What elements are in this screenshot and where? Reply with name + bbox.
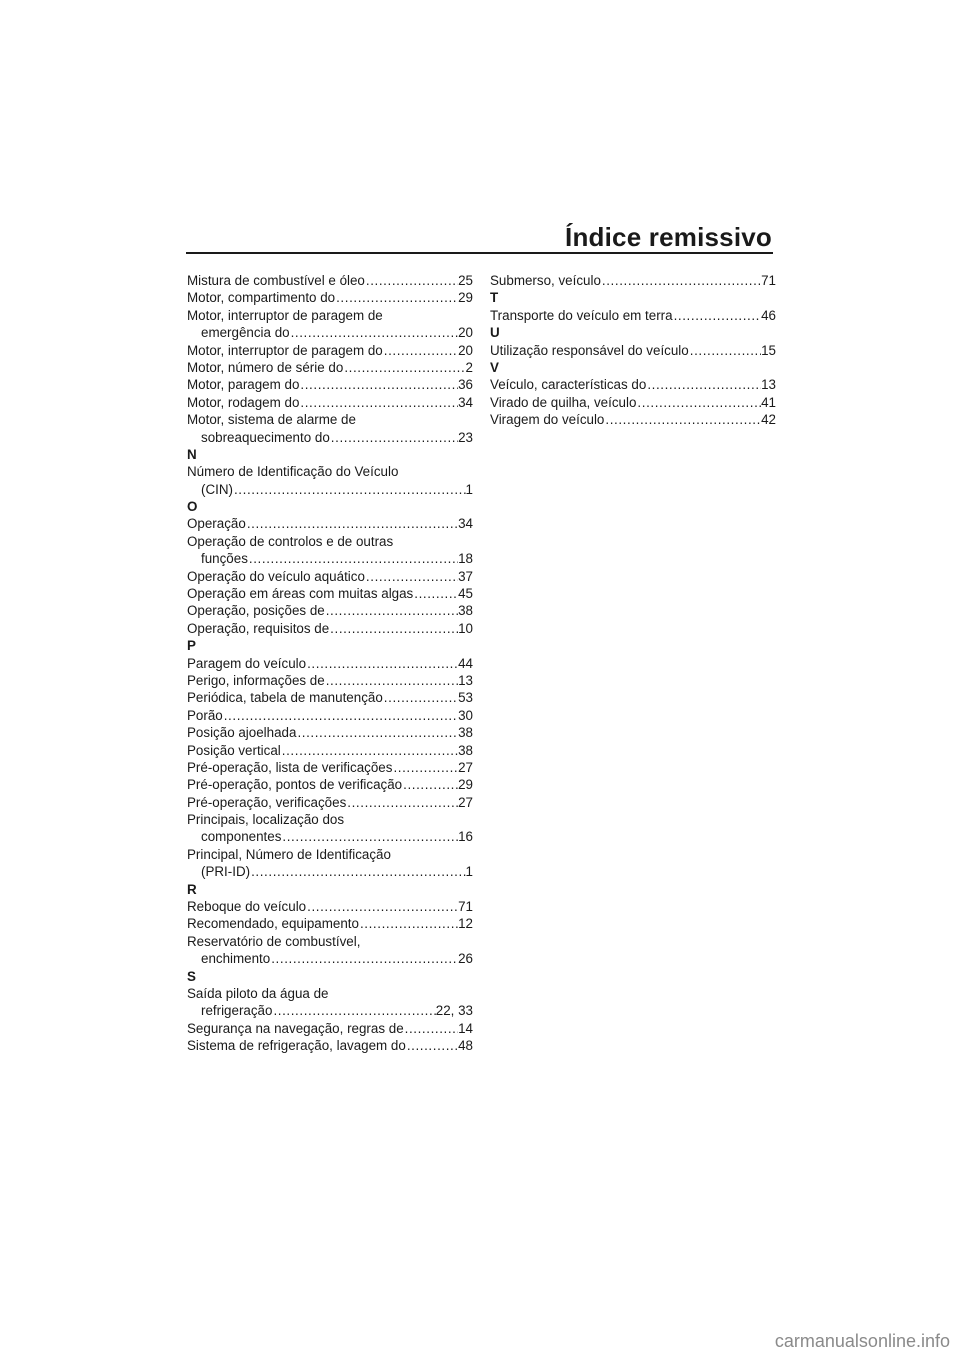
index-entry-line: Motor, sistema de alarme de: [187, 412, 356, 428]
dot-leader: [404, 1020, 458, 1037]
index-entry-text: Mistura de combustível e óleo: [187, 272, 365, 288]
index-entry-page: 34: [458, 516, 473, 532]
index-entry-text: Operação: [187, 516, 246, 532]
dot-leader: [329, 620, 458, 637]
dot-leader: [290, 324, 459, 341]
index-entry: [187, 672, 473, 689]
index-entry-text: (PRI-ID): [201, 864, 251, 880]
index-entry-text: Transporte do veículo em terra: [490, 307, 673, 323]
index-entry: [187, 1020, 473, 1037]
index-section-letter: T: [490, 290, 499, 306]
index-entry-text: Pré-operação, verificações: [187, 794, 347, 810]
index-entry-page: 36: [458, 377, 473, 393]
index-entry-page: 22, 33: [435, 1003, 473, 1019]
dot-leader: [272, 1002, 435, 1019]
dot-leader: [346, 794, 458, 811]
index-entry-page: 34: [458, 394, 473, 410]
dot-leader: [299, 394, 458, 411]
dot-leader: [299, 376, 458, 393]
index-entry-text: Operação em áreas com muitas algas: [187, 586, 414, 602]
index-entry-page: 23: [458, 429, 473, 445]
dot-leader: [223, 707, 458, 724]
index-entry-page: 27: [458, 794, 473, 810]
index-entry-text: Motor, compartimento do: [187, 290, 336, 306]
index-entry-page: 10: [458, 620, 473, 636]
index-entry-line: Principais, localização dos: [187, 812, 345, 828]
dot-leader: [689, 342, 761, 359]
index-section-letter: R: [187, 881, 197, 897]
index-entry-line: Reservatório de combustível,: [187, 933, 361, 949]
index-entry-text: Operação do veículo aquático: [187, 568, 365, 584]
index-entry-text: enchimento: [201, 951, 271, 967]
index-entry-text: Utilização responsável do veículo: [490, 342, 689, 358]
index-entry-text: Porão: [187, 707, 223, 723]
index-entry: [187, 1002, 473, 1019]
index-entry-text: Perigo, informações de: [187, 672, 325, 688]
index-entry: [187, 707, 473, 724]
index-entry: [490, 342, 776, 359]
index-entry-text: Pré-operação, pontos de verificação: [187, 777, 403, 793]
dot-leader: [296, 724, 458, 741]
index-entry-text: Submerso, veículo: [490, 272, 601, 288]
index-entry-page: 1: [465, 864, 473, 880]
index-entry-page: 13: [458, 672, 473, 688]
index-entry-page: 42: [761, 412, 776, 428]
index-entry-text: Operação, requisitos de: [187, 620, 330, 636]
index-entry: [187, 898, 473, 915]
index-entry: [187, 429, 473, 446]
index-entry-page: 13: [761, 377, 776, 393]
index-entry-text: Recomendado, equipamento: [187, 916, 359, 932]
dot-leader: [248, 550, 458, 567]
dot-leader: [281, 829, 458, 846]
index-entry-text: refrigeração: [201, 1003, 273, 1019]
index-entry-page: 46: [761, 307, 776, 323]
index-entry-page: 30: [458, 707, 473, 723]
index-entry-line: Principal, Número de Identificação: [187, 846, 391, 862]
index-section-letter: S: [187, 968, 196, 984]
index-entry-page: 18: [458, 551, 473, 567]
index-entry: [187, 759, 473, 776]
index-entry: [490, 394, 776, 411]
index-entry-page: 44: [458, 655, 473, 671]
index-entry-page: 27: [458, 759, 473, 775]
index-entry-page: 20: [458, 325, 473, 341]
index-entry: [187, 829, 473, 846]
dot-leader: [281, 742, 458, 759]
dot-leader: [246, 515, 458, 532]
index-section-letter: U: [490, 325, 500, 341]
index-entry-page: 45: [458, 586, 473, 602]
dot-leader: [330, 429, 458, 446]
index-entry-text: sobreaquecimento do: [201, 429, 330, 445]
dot-leader: [325, 602, 458, 619]
dot-leader: [646, 376, 761, 393]
index-entry-page: 29: [458, 290, 473, 306]
index-entry-page: 15: [761, 342, 776, 358]
index-entry-text: Sistema de refrigeração, lavagem do: [187, 1038, 406, 1054]
index-entry-page: 38: [458, 603, 473, 619]
index-entry: [187, 359, 473, 376]
index-section-letter: N: [187, 446, 197, 462]
index-entry-text: Paragem do veículo: [187, 655, 307, 671]
dot-leader: [270, 950, 458, 967]
index-entry-line: Número de Identificação do Veículo: [187, 464, 399, 480]
dot-leader: [604, 411, 761, 428]
index-entry-text: Motor, rodagem do: [187, 394, 300, 410]
dot-leader: [306, 898, 458, 915]
index-entry-page: 38: [458, 742, 473, 758]
index-entry: [187, 794, 473, 811]
index-entry: [187, 376, 473, 393]
index-entry: [187, 550, 473, 567]
index-entry: [187, 724, 473, 741]
index-entry-page: 26: [458, 951, 473, 967]
index-entry-page: 48: [458, 1038, 473, 1054]
index-entry: [187, 620, 473, 637]
index-entry-text: funções: [201, 551, 248, 567]
dot-leader: [402, 776, 458, 793]
watermark: carmanualsonline.info: [774, 1331, 950, 1351]
index-entry-line: Operação de controlos e de outras: [187, 533, 394, 549]
dot-leader: [359, 915, 458, 932]
index-entry: [187, 689, 473, 706]
index-entry-page: 2: [465, 359, 473, 375]
index-entry: [187, 568, 473, 585]
dot-leader: [673, 307, 762, 324]
index-entry-text: Veículo, características do: [490, 377, 647, 393]
dot-leader: [383, 689, 458, 706]
index-entry: [490, 411, 776, 428]
index-entry-text: Motor, interruptor de paragem do: [187, 342, 383, 358]
dot-leader: [233, 481, 466, 498]
index-entry-text: componentes: [201, 829, 282, 845]
index-entry-text: (CIN): [201, 481, 233, 497]
index-entry: [187, 915, 473, 932]
index-section-letter: O: [187, 499, 198, 515]
index-entry: [187, 1037, 473, 1054]
dot-leader: [413, 585, 458, 602]
index-entry-text: Segurança na navegação, regras de: [187, 1020, 404, 1036]
index-entry-page: 53: [458, 690, 473, 706]
dot-leader: [335, 289, 458, 306]
title-divider: [186, 252, 773, 254]
index-entry-page: 20: [458, 342, 473, 358]
index-section-letter: V: [490, 359, 499, 375]
index-entry: [187, 342, 473, 359]
index-entry-page: 71: [458, 899, 473, 915]
index-entry-page: 25: [458, 272, 473, 288]
index-entry-text: Motor, número de série do: [187, 359, 344, 375]
index-column-right: [490, 272, 776, 429]
index-entry-text: Motor, paragem do: [187, 377, 300, 393]
index-entry-text: Reboque do veículo: [187, 899, 307, 915]
index-section-letter: P: [187, 638, 196, 654]
dot-leader: [601, 272, 761, 289]
index-entry: [187, 655, 473, 672]
index-entry: [187, 272, 473, 289]
index-entry-page: 71: [761, 272, 776, 288]
index-entry: [187, 602, 473, 619]
index-entry-page: 1: [465, 481, 473, 497]
index-entry-page: 16: [458, 829, 473, 845]
index-entry: [490, 307, 776, 324]
index-entry: [490, 272, 776, 289]
dot-leader: [392, 759, 458, 776]
index-column-left: [187, 272, 473, 1055]
index-entry-text: Posição vertical: [187, 742, 281, 758]
index-entry-page: 29: [458, 777, 473, 793]
index-entry-text: Virado de quilha, veículo: [490, 394, 637, 410]
dot-leader: [365, 568, 458, 585]
dot-leader: [383, 342, 458, 359]
index-entry: [187, 394, 473, 411]
index-entry-page: 12: [458, 916, 473, 932]
index-entry: [187, 742, 473, 759]
dot-leader: [306, 655, 458, 672]
index-entry-text: Posição ajoelhada: [187, 725, 297, 741]
index-entry-text: Pré-operação, lista de verificações: [187, 759, 393, 775]
dot-leader: [250, 863, 465, 880]
index-entry: [187, 289, 473, 306]
dot-leader: [365, 272, 458, 289]
dot-leader: [636, 394, 761, 411]
index-entry: [187, 776, 473, 793]
index-entry-text: emergência do: [201, 325, 290, 341]
dot-leader: [343, 359, 465, 376]
index-entry-line: Saída piloto da água de: [187, 986, 329, 1002]
index-entry: [187, 324, 473, 341]
dot-leader: [406, 1037, 458, 1054]
index-entry: [187, 585, 473, 602]
index-entry: [490, 376, 776, 393]
index-entry-page: 38: [458, 725, 473, 741]
index-entry-text: Operação, posições de: [187, 603, 325, 619]
dot-leader: [325, 672, 458, 689]
index-entry: [187, 863, 473, 880]
index-entry-page: 14: [458, 1020, 473, 1036]
index-entry-text: Periódica, tabela de manutenção: [187, 690, 383, 706]
index-entry: [187, 950, 473, 967]
index-entry: [187, 481, 473, 498]
index-entry-line: Motor, interruptor de paragem de: [187, 307, 383, 323]
index-entry-page: 41: [761, 394, 776, 410]
index-entry-text: Viragem do veículo: [490, 412, 605, 428]
index-entry: [187, 515, 473, 532]
page-title: Índice remissivo: [565, 222, 772, 252]
index-entry-page: 37: [458, 568, 473, 584]
